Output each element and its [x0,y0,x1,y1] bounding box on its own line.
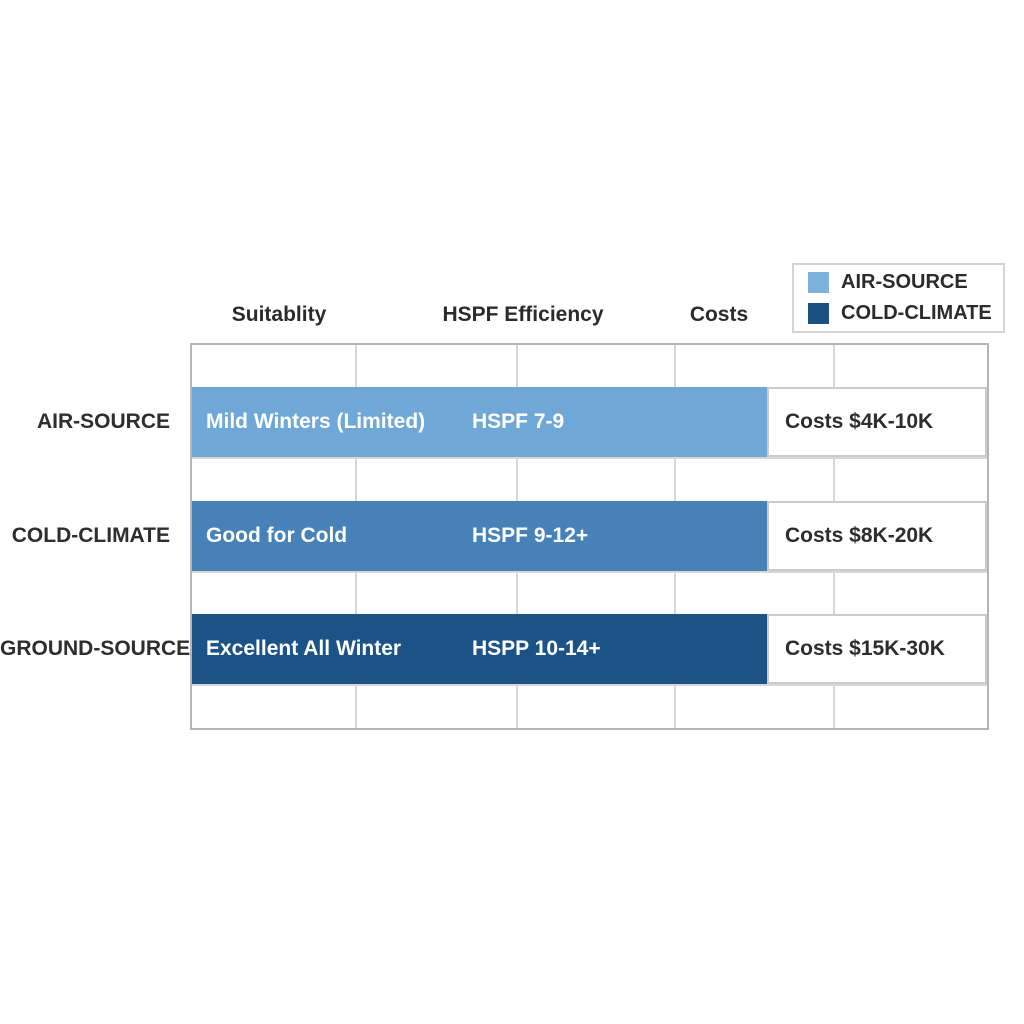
legend [792,263,1005,333]
table-grid [190,343,989,730]
air-source-bar [192,387,770,457]
cold-climate-hspf-value: HSPF 9-12+ [472,524,589,547]
ground-source-suitability-value: Excellent All Winter [206,637,402,660]
legend-label: AIR-SOURCE [841,271,968,293]
ground-source-hspf-value: HSPP 10-14+ [472,637,601,660]
air-source-hspf-value: HSPF 7-9 [472,410,565,433]
legend-item-cold-climate [808,302,1003,325]
row-label-cold-climate: COLD-CLIMATE [11,524,170,547]
air-source-cost-value: Costs $4K-10K [767,387,987,457]
column-header-costs: Costs [689,303,749,326]
row-label-ground-source: GROUND-SOURCE [0,637,191,660]
grid-hline [192,684,987,686]
row-label-air-source: AIR-SOURCE [36,410,170,433]
legend-label: COLD-CLIMATE [841,302,992,324]
legend-item-air-source [808,271,1003,294]
ground-source-cost-value: Costs $15K-30K [767,614,987,684]
grid-hline [192,457,987,459]
cold-climate-bar [192,501,770,571]
cold-climate-suitability-value: Good for Cold [206,524,348,547]
grid-hline [192,571,987,573]
column-header-hspf-efficiency: HSPF Efficiency [442,303,604,326]
air-source-swatch-icon [808,272,829,293]
ground-source-bar [192,614,770,684]
cold-climate-cost-value: Costs $8K-20K [767,501,987,571]
column-header-suitability: Suitablity [231,303,327,326]
air-source-suitability-value: Mild Winters (Limited) [206,410,426,433]
cold-climate-swatch-icon [808,303,829,324]
